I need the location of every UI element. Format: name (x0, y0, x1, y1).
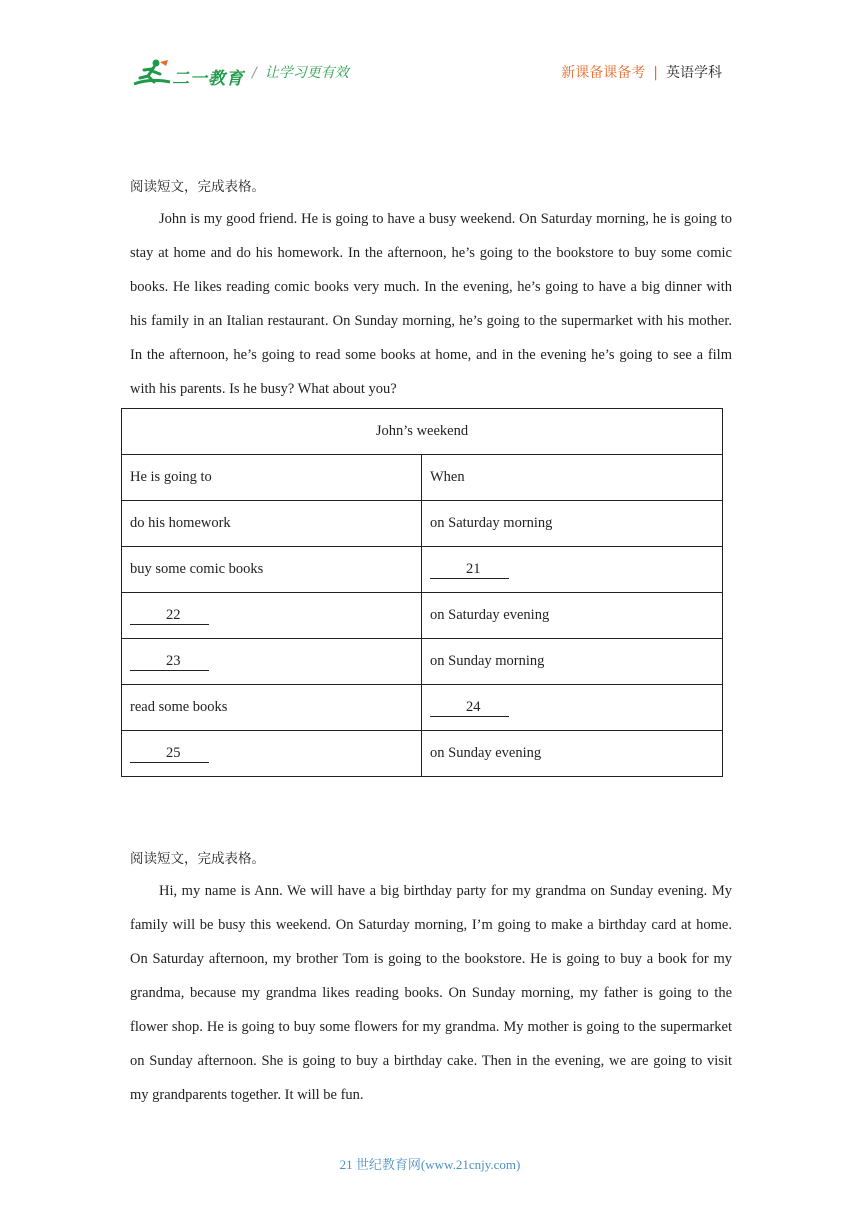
table-cell (122, 593, 422, 639)
header-course-label: 新课备课备考 (561, 65, 646, 81)
slogan-slash: / (252, 65, 257, 81)
answer-blank-22[interactable]: 22 (130, 606, 209, 625)
section-1-instruction: 阅读短文，完成表格。 (130, 179, 265, 195)
table-row (122, 593, 723, 639)
table-cell: on Saturday morning (422, 501, 723, 547)
table-cell: read some books (122, 685, 422, 731)
page-footer: 21 世纪教育网(www.21cnjy.com) (339, 1157, 521, 1172)
table-cell: do his homework (122, 501, 422, 547)
table-title: John’s weekend (122, 409, 723, 455)
answer-blank-24[interactable]: 24 (430, 698, 509, 717)
reading-section-1 (130, 172, 732, 406)
section-1-paragraph: John is my good friend. He is going to have a busy weekend. On Saturday morning, he is going to stay at home and do his homework. In the afternoon, he’s going to the bookstore to buy some comic books. He likes reading comic books very much. In the evening, he’s going to have a big dinner with his family in an Italian restaurant. On Sunday morning, he’s going to the supermarket with his mother. In the afternoon, he’s going to read some books at home, and in the evening he’s going to see a film with his parents. Is he busy? What about you? (130, 211, 732, 397)
header-subject-label: 英语学科 (666, 65, 722, 81)
section-2-paragraph: Hi, my name is Ann. We will have a big birthday party for my grandma on Sunday evening. My family will be busy this weekend. On Saturday morning, I’m going to make a birthday card at home. On Saturday afternoon, my brother Tom is going to the bookstore. He is going to buy a book for my grandma, because my grandma likes reading books. On Sunday morning, my father is going to the flower shop. He is going to buy some flowers for my grandma. My mother is going to the supermarket on Sunday afternoon. She is going to buy a birthday cake. Then in the evening, we are going to visit my grandparents together. It will be fun. (130, 883, 732, 1103)
table-cell (122, 639, 422, 685)
table-cell: on Sunday evening (422, 731, 723, 777)
slogan-text: 让学习更有效 (264, 65, 349, 81)
answer-blank-23[interactable]: 23 (130, 652, 209, 671)
johns-weekend-table (121, 408, 723, 777)
logo-text: 二一教育 (172, 69, 244, 89)
table-cell (422, 685, 723, 731)
table-cell (122, 731, 422, 777)
table-row (122, 547, 723, 593)
table-header-cell: He is going to (122, 455, 422, 501)
table-row (122, 501, 723, 547)
answer-blank-25[interactable]: 25 (130, 744, 209, 763)
table-cell: on Sunday morning (422, 639, 723, 685)
table-title-row (122, 409, 723, 455)
table-header-row (122, 455, 723, 501)
answer-blank-21[interactable]: 21 (430, 560, 509, 579)
header-separator: | (653, 65, 658, 81)
section-2-instruction: 阅读短文，完成表格。 (130, 851, 265, 867)
table-cell: buy some comic books (122, 547, 422, 593)
table-cell (422, 547, 723, 593)
page-header (0, 0, 860, 110)
header-slogan (252, 62, 349, 82)
table-row (122, 685, 723, 731)
table-row (122, 639, 723, 685)
table-cell: on Saturday evening (422, 593, 723, 639)
table-header-cell: When (422, 455, 723, 501)
header-subject (561, 62, 722, 82)
table-row (122, 731, 723, 777)
reading-section-2 (130, 844, 732, 1112)
